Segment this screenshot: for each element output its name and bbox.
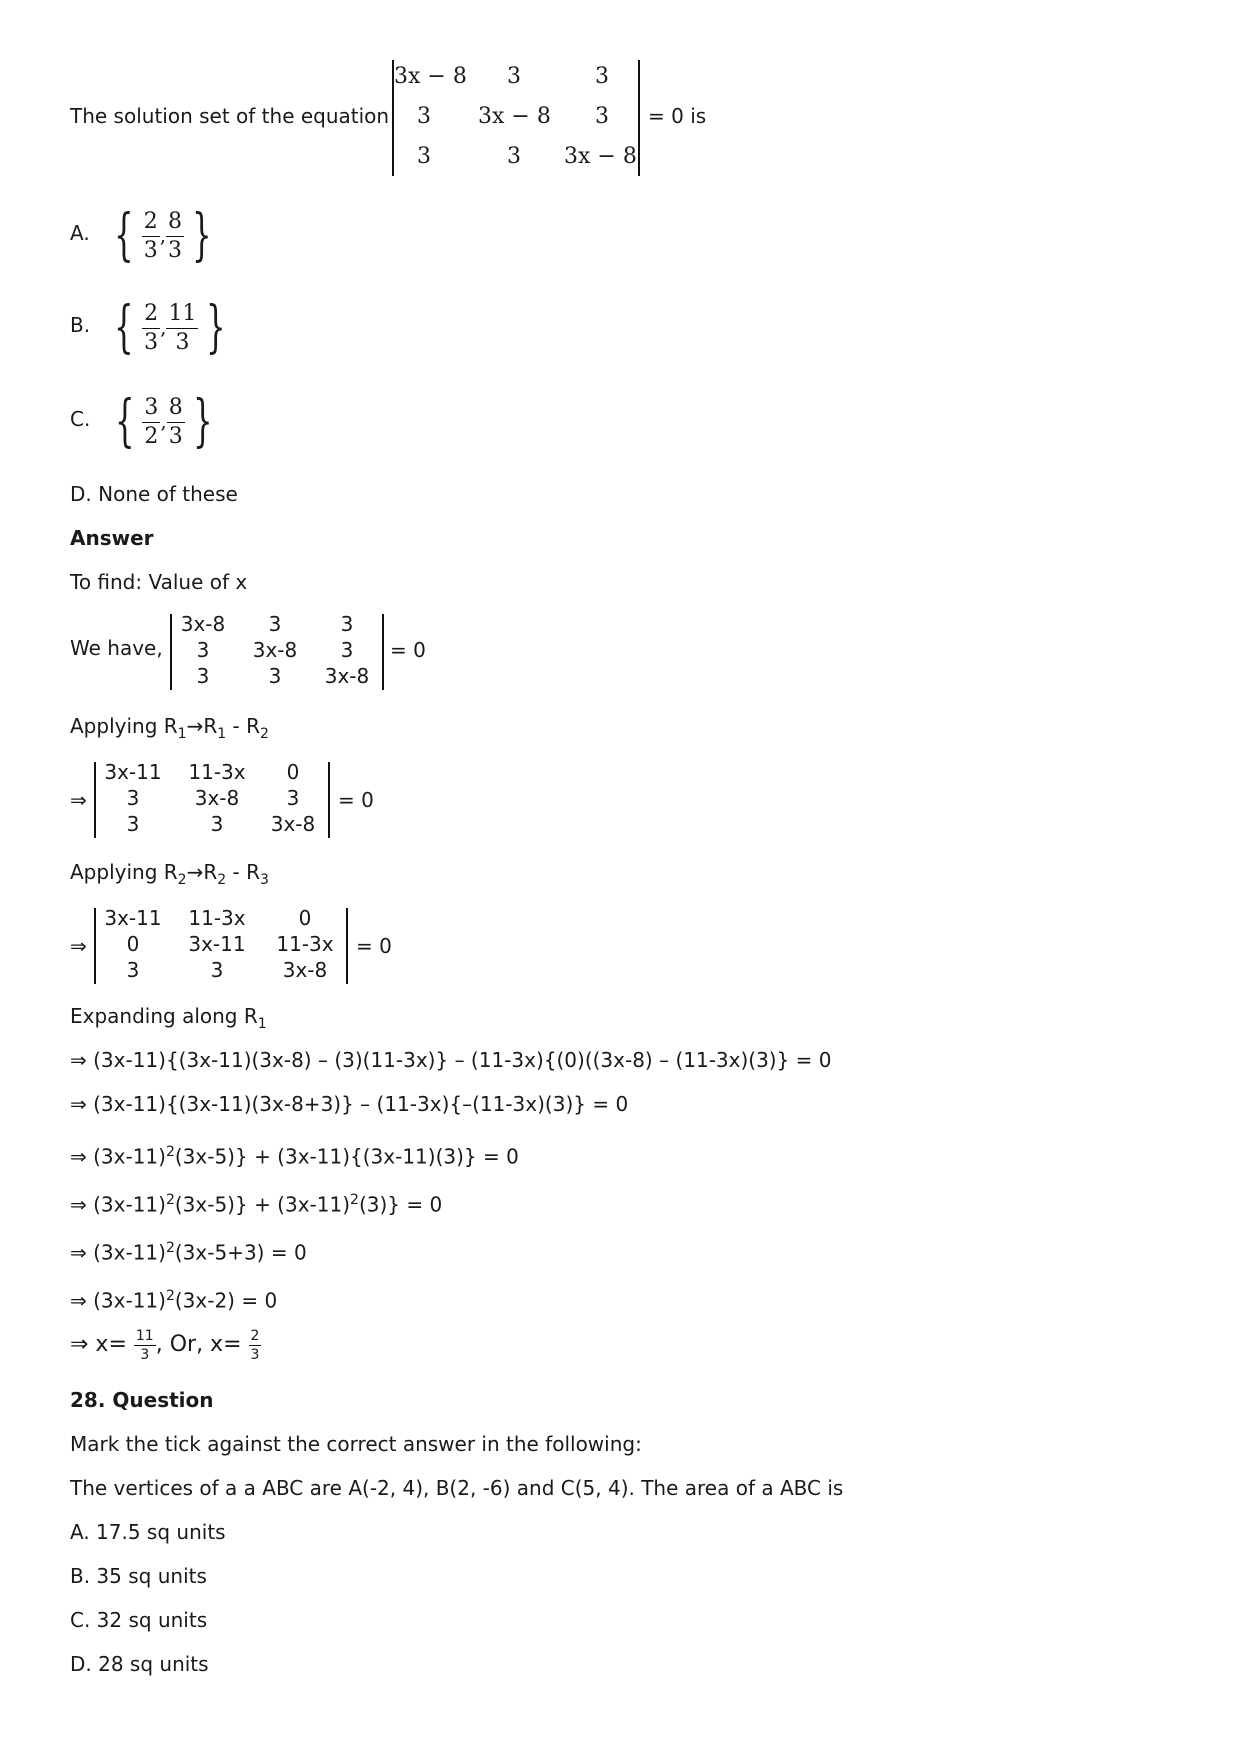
fraction-numerator: 2: [250, 1327, 260, 1344]
fraction-numerator: 3: [142, 394, 160, 423]
det-cell: 3x − 8: [394, 64, 467, 89]
final-answer-line: [70, 1322, 261, 1368]
right-brace: }: [192, 203, 212, 268]
fraction-denominator: 3: [168, 423, 183, 449]
equals-zero: = 0: [356, 934, 392, 958]
det-cell: 3: [126, 812, 140, 836]
minus-text: - R: [226, 860, 260, 884]
answer-heading: Answer: [70, 526, 154, 550]
step-line: [70, 1140, 519, 1169]
option-b[interactable]: B. 35 sq units: [70, 1564, 207, 1588]
subscript: 2: [217, 872, 227, 888]
stem-suffix: = 0 is: [648, 104, 707, 128]
det-cell: 3x-8: [324, 664, 370, 688]
option-d[interactable]: D. None of these: [70, 482, 238, 506]
determinant-2: [94, 760, 334, 840]
arrow-text: →R: [186, 714, 218, 738]
applying-step-2: [70, 860, 269, 892]
det-cell: 3: [595, 64, 609, 89]
step-line: ⇒ (3x-11){(3x-11)(3x-8+3)} – (11-3x){–(11-3x)(3)} = 0: [70, 1092, 629, 1116]
final-part: ⇒ x=: [70, 1332, 127, 1357]
det-cell: 3: [126, 786, 140, 810]
minus-text: - R: [226, 714, 260, 738]
implies-arrow: ⇒: [70, 934, 87, 958]
option-set: { $\frac{3}{2}$ , $\frac{8}{3}$ }: [114, 389, 213, 454]
det-cell: 3: [126, 958, 140, 982]
det-cell: 0: [126, 932, 140, 956]
step-part: (3x-5)} + (3x-11): [174, 1192, 351, 1217]
determinant-1: [170, 612, 390, 692]
question-instruction: Mark the tick against the correct answer in the following:: [70, 1432, 642, 1456]
subscript: 2: [177, 872, 187, 888]
det-cell: 3x-11: [104, 760, 162, 784]
det-left-bar: [94, 908, 96, 984]
step-part: ⇒ (3x-11): [70, 1192, 166, 1217]
det-cell: 3x-8: [194, 786, 240, 810]
fraction-numerator: 11: [166, 300, 198, 329]
step-line: ⇒ (3x-11){(3x-11)(3x-8) – (3)(11-3x)} – (11-3x){(0)((3x-8) – (11-3x)(3)} = 0: [70, 1048, 832, 1072]
det-cell: 3: [210, 958, 224, 982]
det-cell: 3: [268, 664, 282, 688]
fraction-denominator: 2: [144, 423, 159, 449]
det-cell: 3x-8: [252, 638, 298, 662]
option-label: B.: [70, 313, 91, 337]
subscript: 2: [259, 726, 269, 742]
det-cell: 3: [507, 144, 521, 169]
det-cell: 3x − 8: [564, 144, 637, 169]
question-determinant: [392, 60, 642, 178]
implies-arrow: ⇒: [70, 788, 87, 812]
question-heading: 28. Question: [70, 1388, 214, 1412]
question-stem: The vertices of a a ABC are A(-2, 4), B(2, -6) and C(5, 4). The area of a ABC is: [70, 1476, 844, 1500]
superscript: 2: [165, 1288, 175, 1304]
superscript: 2: [350, 1192, 359, 1208]
subscript: 1: [217, 726, 227, 742]
left-brace: {: [114, 389, 135, 454]
expanding-label: Expanding along R: [70, 1004, 258, 1028]
applying-text: Applying R: [70, 714, 178, 738]
applying-text: Applying R: [70, 860, 178, 884]
step-part: (3x-5+3) = 0: [174, 1240, 307, 1265]
det-cell: 3: [417, 104, 431, 129]
fraction-denominator: 3: [140, 1346, 150, 1363]
det-cell: 3x-11: [188, 932, 246, 956]
left-brace: {: [114, 203, 134, 268]
fraction-denominator: 3: [168, 237, 183, 263]
det-cell: 3: [507, 64, 521, 89]
step-part: (3)} = 0: [358, 1192, 443, 1217]
expanding-text: [70, 1004, 267, 1036]
det-cell: 3: [268, 612, 282, 636]
applying-step-1: [70, 714, 269, 746]
det-cell: 11-3x: [188, 760, 246, 784]
det-cell: 3x − 8: [478, 104, 551, 129]
option-c[interactable]: [70, 384, 220, 454]
step-part: ⇒ (3x-11): [70, 1240, 166, 1265]
det-right-bar: [346, 908, 348, 984]
step-line: [70, 1188, 442, 1217]
equals-zero: = 0: [390, 638, 426, 662]
det-cell: 3x-8: [282, 958, 328, 982]
det-cell: 3x-8: [270, 812, 316, 836]
det-cell: 3: [196, 638, 210, 662]
det-right-bar: [328, 762, 330, 838]
fraction-denominator: 3: [250, 1346, 260, 1363]
fraction-denominator: 3: [175, 329, 190, 355]
det-cell: 3: [595, 104, 609, 129]
fraction-denominator: 3: [144, 329, 159, 355]
superscript: 2: [165, 1192, 175, 1208]
option-label: A.: [70, 221, 90, 245]
option-c[interactable]: C. 32 sq units: [70, 1608, 208, 1632]
det-left-bar: [94, 762, 96, 838]
option-b[interactable]: [70, 290, 234, 360]
det-cell: 3: [210, 812, 224, 836]
det-right-bar: [382, 614, 384, 690]
subscript: 1: [257, 1016, 267, 1032]
fraction-numerator: 2: [142, 208, 160, 237]
fraction-numerator: 8: [166, 208, 184, 237]
det-cell: 3: [196, 664, 210, 688]
option-label: C.: [70, 407, 91, 431]
option-a[interactable]: A. 17.5 sq units: [70, 1520, 226, 1544]
det-cell: 3x-8: [180, 612, 226, 636]
det-cell: 3x-11: [104, 906, 162, 930]
subscript: 3: [259, 872, 269, 888]
step-part: ⇒ (3x-11): [70, 1288, 166, 1313]
step-part: (3x-2) = 0: [174, 1288, 278, 1313]
determinant-3: [94, 906, 350, 986]
option-set: { $\frac{2}{3}$ , $\frac{8}{3}$ }: [114, 203, 212, 268]
det-cell: 3: [340, 638, 354, 662]
superscript: 2: [165, 1240, 175, 1256]
det-cell: 3: [286, 786, 300, 810]
det-cell: 3: [417, 144, 431, 169]
option-a[interactable]: [70, 198, 220, 268]
right-brace: }: [192, 389, 213, 454]
det-cell: 3: [340, 612, 354, 636]
to-find-text: To find: Value of x: [70, 570, 248, 594]
stem-prefix: The solution set of the equation: [70, 104, 390, 128]
det-cell: 11-3x: [276, 932, 334, 956]
fraction-numerator: 8: [167, 394, 185, 423]
subscript: 1: [177, 726, 187, 742]
fraction-denominator: 3: [143, 237, 158, 263]
option-set: { $\frac{2}{3}$ , $\frac{11}{3}$ }: [114, 295, 227, 360]
final-part: , Or, x=: [155, 1332, 242, 1357]
det-cell: 0: [298, 906, 312, 930]
step-line: [70, 1284, 277, 1313]
det-cell: 11-3x: [188, 906, 246, 930]
det-cell: 0: [286, 760, 300, 784]
step-line: [70, 1236, 307, 1265]
equals-zero: = 0: [338, 788, 374, 812]
question-stem: [70, 104, 389, 128]
fraction-numerator: 2: [142, 300, 160, 329]
step-part: (3x-5)} + (3x-11){(3x-11)(3)} = 0: [174, 1144, 519, 1169]
det-right-bar: [638, 60, 640, 176]
left-brace: {: [114, 295, 135, 360]
we-have-text: We have,: [70, 636, 163, 660]
step-part: ⇒ (3x-11): [70, 1144, 166, 1169]
option-d[interactable]: D. 28 sq units: [70, 1652, 209, 1676]
right-brace: }: [206, 295, 227, 360]
det-left-bar: [170, 614, 172, 690]
superscript: 2: [165, 1144, 175, 1160]
fraction-numerator: 11: [135, 1327, 154, 1344]
arrow-text: →R: [186, 860, 218, 884]
